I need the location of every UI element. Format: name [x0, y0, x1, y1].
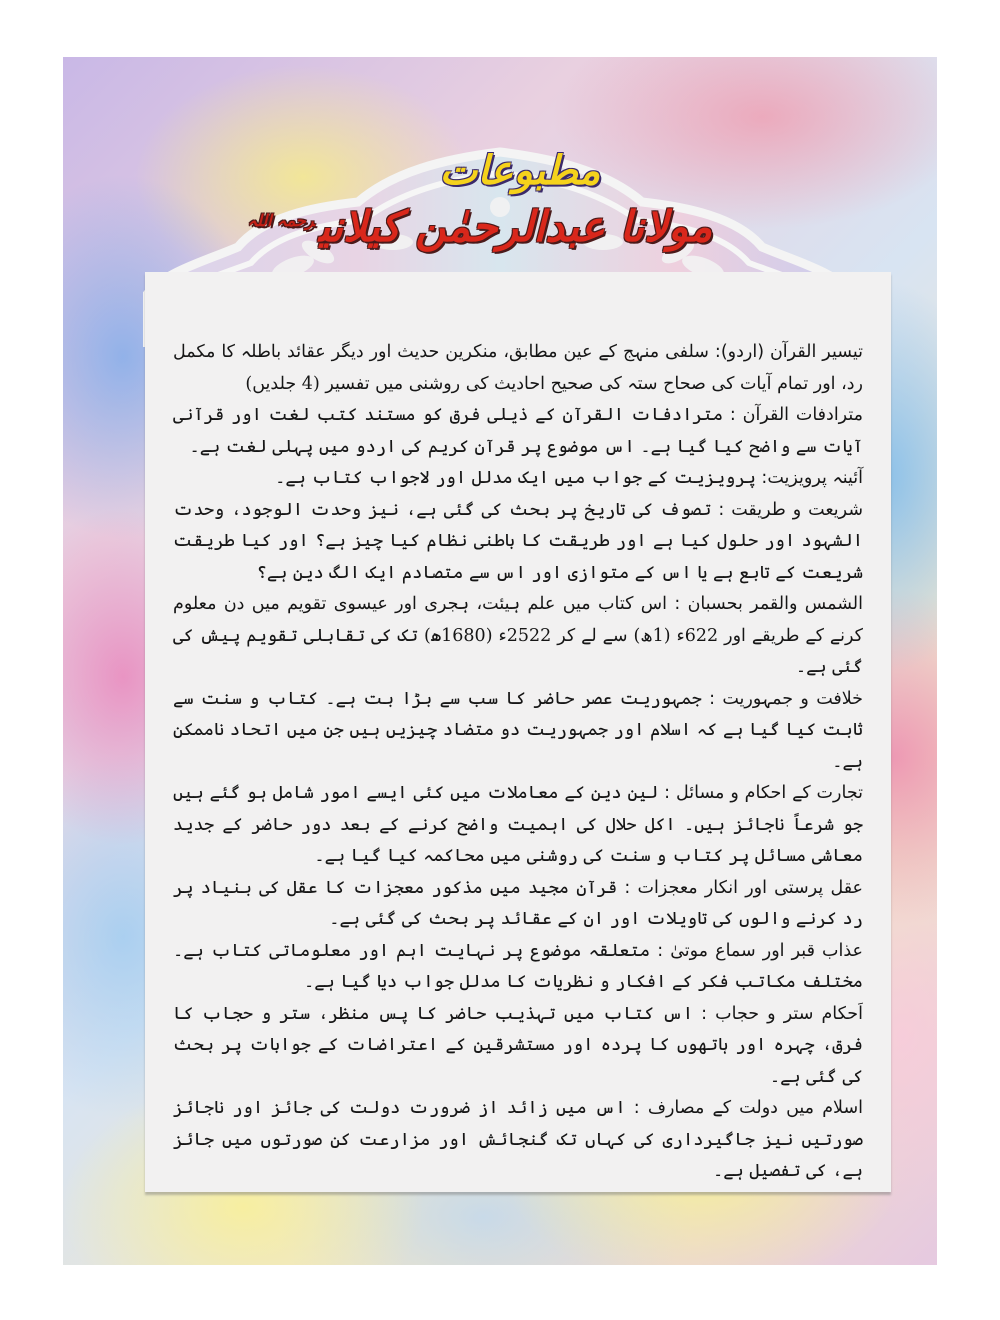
publication-title: تجارت کے احکام و مسائل	[675, 783, 863, 803]
publication-title: اسلام میں دولت کے مصارف	[647, 1098, 863, 1118]
publication-entry	[173, 337, 863, 400]
cover-heading	[63, 147, 937, 251]
publication-entry	[173, 873, 863, 936]
separator: :	[755, 468, 768, 488]
publication-entry	[173, 999, 863, 1094]
publication-entry	[173, 463, 863, 495]
publication-title: عقل پرستی اور انکار معجزات	[637, 877, 863, 898]
publication-title: آئینہ پرویزیت	[767, 468, 863, 488]
publication-description: متعلقہ موضوع پر نہایت اہم اور معلوماتی کتاب ہے۔ مختلف مکاتب فکر کے افکار و نظریات کا مدلل جواب دیا گیا ہے۔	[173, 940, 863, 992]
separator: :	[617, 877, 638, 898]
separator: :	[693, 1003, 716, 1024]
publication-title: اَحکام ستر و حجاب	[715, 1003, 863, 1024]
author-honorific: رحمہ اللہ	[247, 211, 315, 230]
publication-entry	[173, 684, 863, 779]
publication-entry	[173, 1093, 863, 1188]
separator: :	[708, 342, 721, 362]
publication-title: مترادفات القرآن	[742, 405, 863, 425]
publication-entry	[173, 778, 863, 873]
author-name-text: مولانا عبدالرحمٰن کیلانی	[318, 202, 713, 251]
publication-entry	[173, 495, 863, 590]
publication-description: اس کتاب میں تہذیب حاضر کا پس منظر، ستر و حجاب کا فرق، چہرہ اور ہاتھوں کا پردہ اور مستشرقین کے اعتراضات کے جوابات پر بحث کی گئی ہے۔	[173, 1003, 863, 1087]
publication-title: تیسیر القرآن (اردو)	[720, 342, 864, 362]
separator: :	[658, 783, 676, 803]
author-name	[63, 202, 937, 251]
publication-description: قرآن مجید میں مذکور معجزات کا عقل کی بنیاد پر رد کرنے والوں کی تاویلات اور ان کے عقائد پر بحث کی گئی ہے۔	[173, 877, 863, 929]
publication-description: اس کتاب میں علم ہیئت، ہجری اور عیسوی تقویم میں دن معلوم کرنے کے طریقے اور 622ء (1ھ) سے لے کر 2522ء (1680ھ) تک کی تقابلی تقویم پیش کی گئی ہے۔	[173, 594, 864, 677]
publication-entry	[173, 589, 863, 684]
separator: :	[625, 1098, 648, 1118]
separator: :	[667, 594, 688, 614]
publication-description: پرویزیت کے جواب میں ایک مدلل اور لاجواب کتاب ہے۔	[275, 468, 756, 488]
publication-title: شریعت و طریقت	[731, 499, 863, 520]
publications-list	[173, 337, 863, 1188]
publication-description: اس میں زائد از ضرورت دولت کی جائز اور ناجائز صورتیں نیز جاگیرداری کی کہاں تک گنجائش اور مزارعت کن صورتوں میں جائز ہے، کی تفصیل ہے۔	[173, 1098, 863, 1181]
separator: :	[711, 499, 732, 520]
separator: :	[650, 940, 671, 961]
publication-entry	[173, 936, 863, 999]
publication-description: سلفی منہج کے عین مطابق، منکرین حدیث اور دیگر عقائد باطلہ کا مکمل رد، اور تمام آیات کی صحاح ستہ کی صحیح احادیث کی روشنی میں تفسیر (4 جلدیں)	[173, 342, 863, 394]
publication-description: جمہوریت عصر حاضر کا سب سے بڑا بت ہے۔ کتاب و سنت سے ثابت کیا گیا ہے کہ اسلام اور جمہوریت دو متضاد چیزیں ہیں جن میں اتحاد ناممکن ہے۔	[173, 688, 863, 772]
publication-entry	[173, 400, 863, 463]
publication-title: عذاب قبر اور سماع موتیٰ	[670, 940, 863, 961]
separator: :	[701, 688, 723, 709]
publication-title: خلافت و جمہوریت	[722, 688, 864, 709]
publication-description: تصوف کی تاریخ پر بحث کی گئی ہے، نیز وحدت الوجود، وحدت الشہود اور حلول کیا ہے اور طریقت کا باطنی نظام کیا چیز ہے؟ اور کیا طریقت شریعت کے تابع ہے یا اس کے متوازی اور اس سے متصادم ایک الگ دین ہے؟	[173, 499, 863, 583]
publication-title: الشمس والقمر بحسبان	[687, 594, 864, 614]
publication-description: مترادفات القرآن کے ذیلی فرق کو مستند کتب لغت اور قرآنی آیات سے واضح کیا گیا ہے۔ اس موضوع پر قرآن کریم کی اردو میں پہلی لغت ہے۔	[173, 405, 863, 457]
publications-heading: مطبوعات	[439, 147, 601, 194]
separator: :	[723, 405, 743, 425]
book-back-cover	[63, 57, 937, 1265]
publication-description: لین دین کے معاملات میں کئی ایسے امور شامل ہو گئے ہیں جو شرعاً ناجائز ہیں۔ اکل حلال کی اہمیت واضح کرنے کے بعد دور حاضر کے جدید معاشی مسائل پر کتاب و سنت کی روشنی میں محاکمہ کیا گیا ہے۔	[173, 783, 863, 866]
